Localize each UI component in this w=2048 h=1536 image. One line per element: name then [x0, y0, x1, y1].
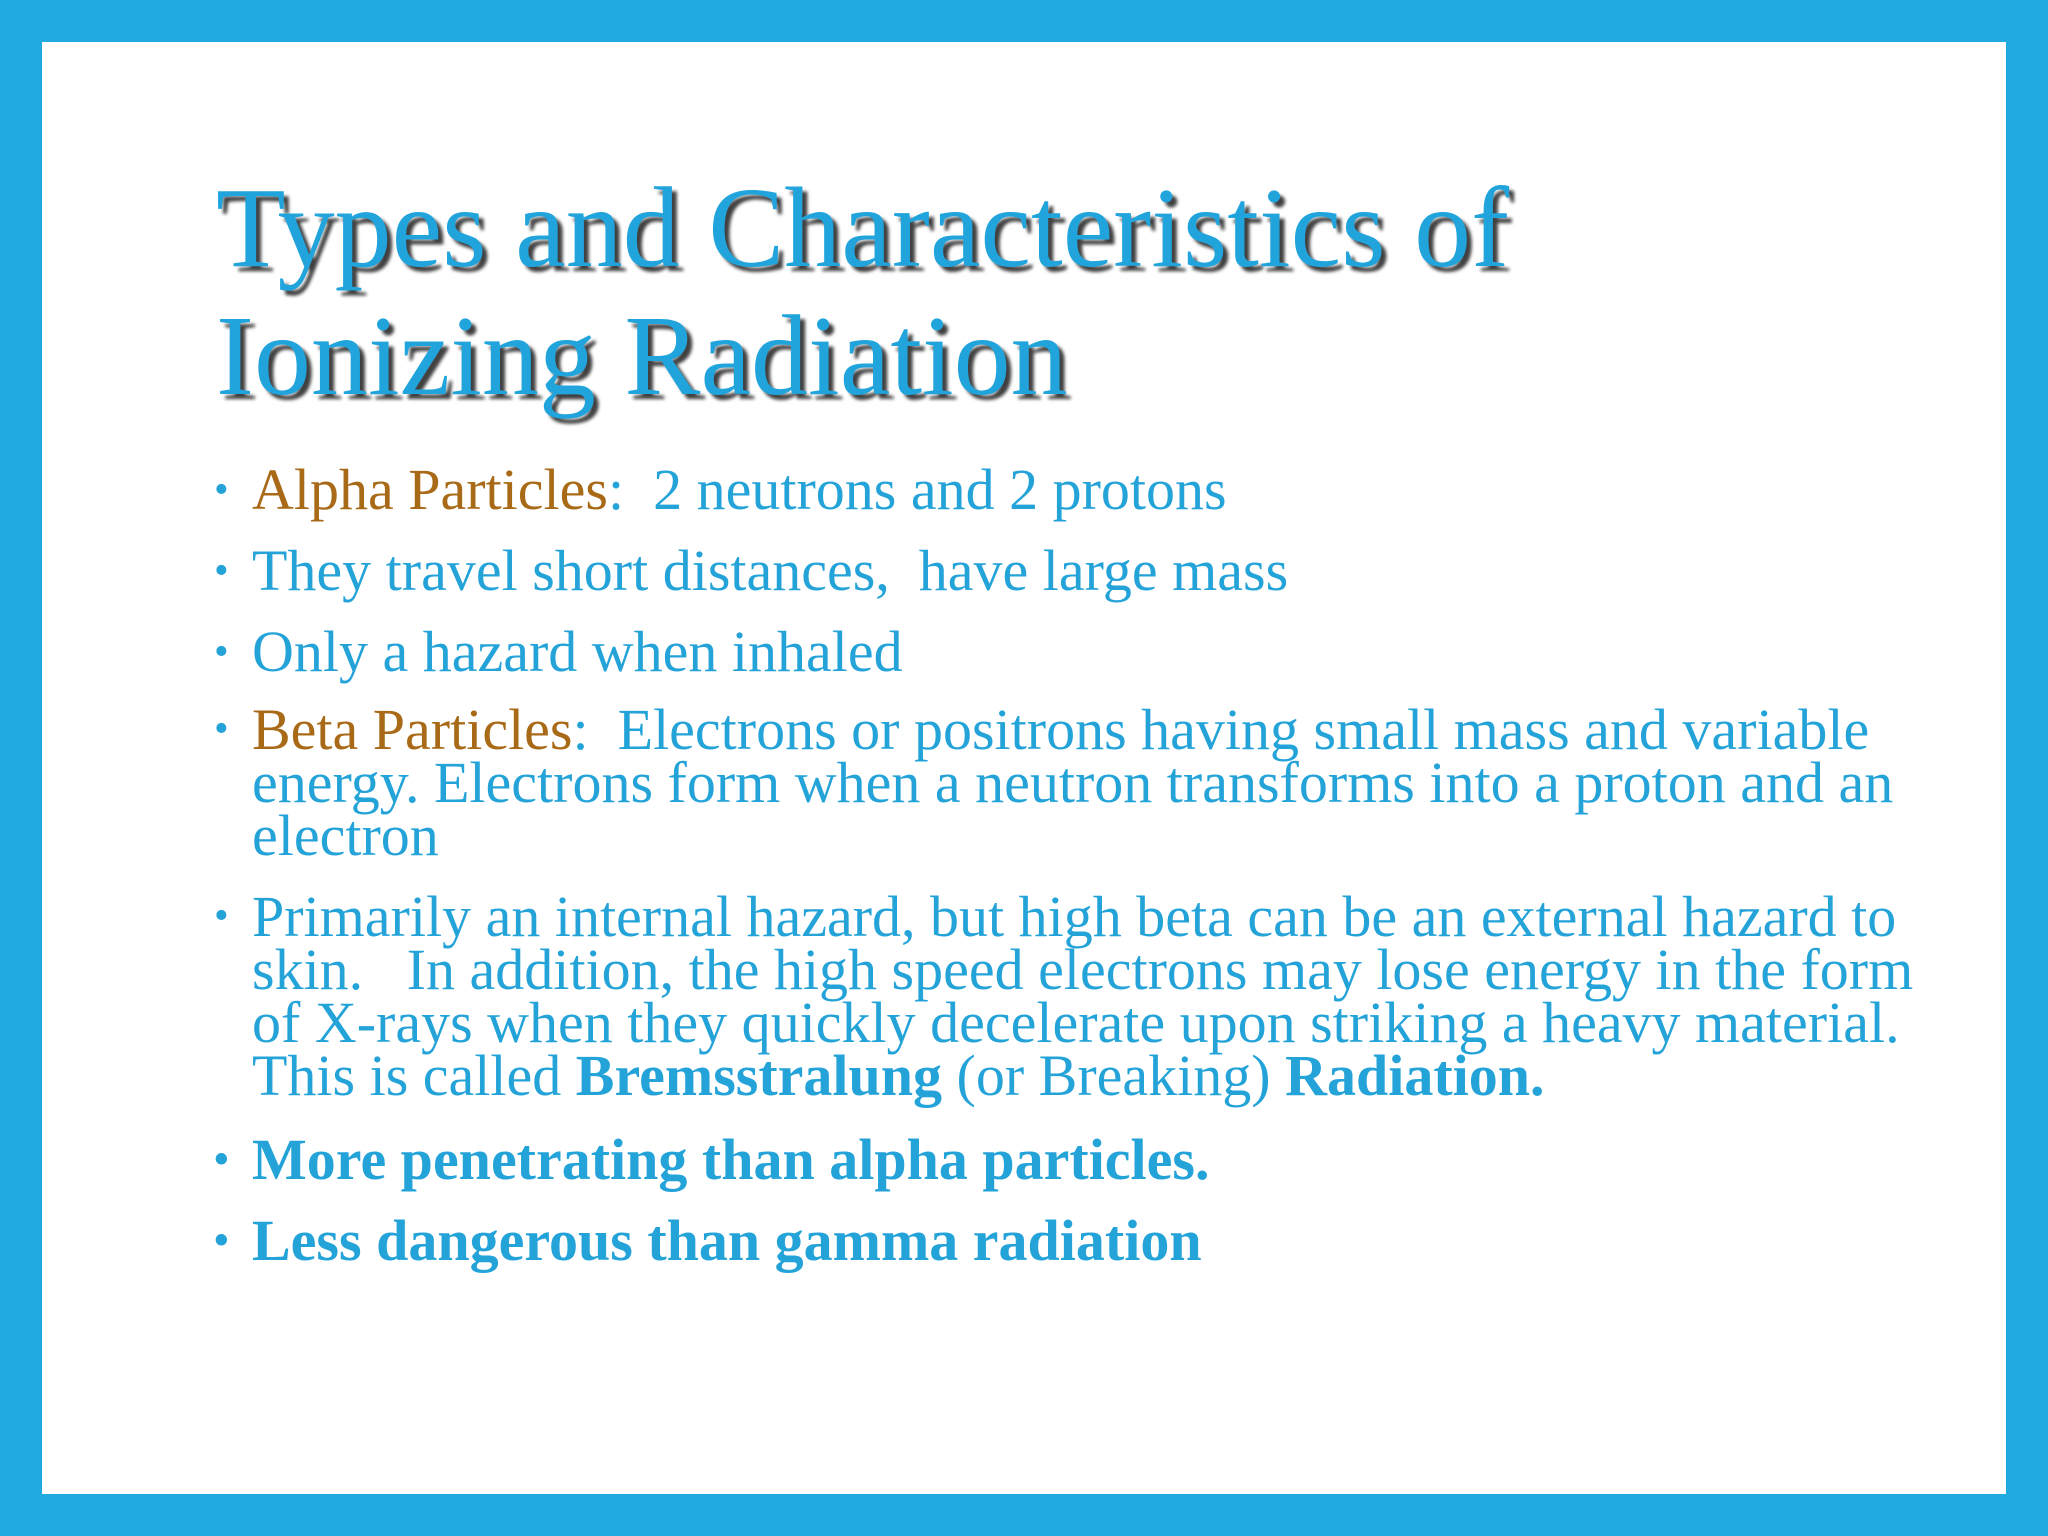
bullet-dot-icon: •	[214, 1218, 229, 1264]
bullet-dot-icon: •	[214, 893, 229, 939]
bullet-text: More penetrating than alpha particles.	[252, 1127, 1210, 1192]
term-beta-particles: Beta Particles	[252, 697, 573, 762]
bullet-more-penetrating	[214, 1127, 1914, 1192]
bold-term-radiation: Radiation.	[1285, 1043, 1545, 1108]
bullet-dot-icon: •	[214, 706, 229, 752]
bullet-text: (or Breaking)	[942, 1043, 1286, 1108]
slide-title	[216, 164, 1816, 420]
bullet-dot-icon: •	[214, 548, 229, 594]
title-line-2: Ionizing Radiation	[216, 292, 1068, 419]
bullet-inhaled-hazard	[214, 619, 1914, 684]
bullet-dot-icon: •	[214, 467, 229, 513]
bullet-dot-icon: •	[214, 1137, 229, 1183]
title-line-1: Types and Characteristics of	[216, 164, 1510, 291]
bullet-text: Electrons or positrons having small mass and variable energy. Electrons form when a neutron transforms into a proton and an electron	[252, 697, 1908, 868]
bullet-text: They travel short distances, have large mass	[252, 538, 1289, 603]
term-colon: :	[572, 697, 589, 762]
bullet-internal-hazard	[214, 884, 1928, 1108]
bullet-beta-particles	[214, 697, 1914, 868]
bullet-list	[214, 457, 1928, 1292]
bullet-short-distances	[214, 538, 1914, 603]
bullet-less-dangerous	[214, 1208, 1914, 1273]
bullet-text: Primarily an internal hazard, but high beta can be an external hazard to skin. In addition, the high speed electrons may lose energy in the form of X-rays when they quickly decelerate upon striking a heavy material. This is called	[252, 884, 1928, 1108]
bullet-text: 2 neutrons and 2 protons	[624, 457, 1227, 522]
term-alpha-particles: Alpha Particles	[252, 457, 608, 522]
bold-term-bremsstralung: Bremsstralung	[575, 1043, 943, 1108]
bullet-dot-icon: •	[214, 629, 229, 675]
slide	[42, 42, 2006, 1494]
bullet-alpha-particles	[214, 457, 1914, 522]
bullet-text: Only a hazard when inhaled	[252, 619, 903, 684]
bullet-text: Less dangerous than gamma radiation	[252, 1208, 1202, 1273]
term-colon: :	[607, 457, 625, 522]
